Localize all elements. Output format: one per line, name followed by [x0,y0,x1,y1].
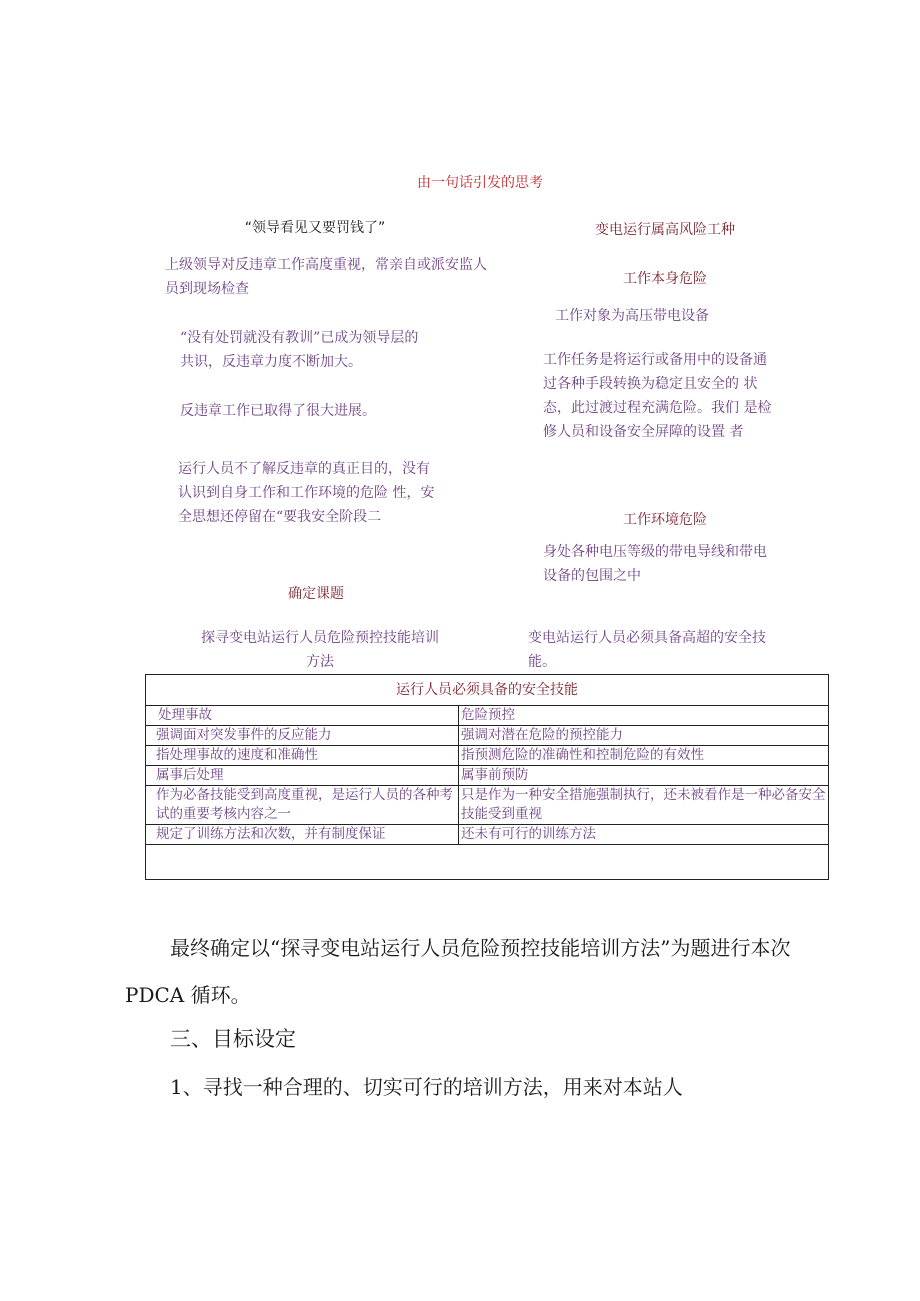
right-subheading-environment: 工作环境危险 [623,512,707,528]
table-cell: 指预测危险的准确性和控制危险的有效性 [459,746,829,766]
left-paragraph-1: 上级领导对反违章工作高度重视，常亲自或派安监人 员到现场检查 [165,257,487,297]
table-cell: 处理事故 [146,706,459,726]
table-cell: 指处理事故的速度和准确性 [146,746,459,766]
table-cell: 强调对潜在危险的预控能力 [459,726,829,746]
table-row [146,766,829,786]
left-paragraph-3: 反违章工作已取得了很大进展。 [180,403,376,419]
right-subheading-work: 工作本身危险 [623,271,707,287]
skills-table [145,674,829,880]
table-cell: 只是作为一种安全措施强制执行，还未被看作是一种必备安全技能受到重视 [459,786,829,825]
right-paragraph-1: 工作对象为高压带电设备 [555,308,709,324]
table-cell: 危险预控 [459,706,829,726]
table-row [146,825,829,845]
left-paragraph-2: “没有处罚就没有教训”已成为领导层的 共识，反违章力度不断加大。 [180,330,419,370]
conclusion-line-2: PDCA 循环。 [125,983,251,1007]
table-cell: 属事后处理 [146,766,459,786]
table-cell: 还未有可行的训练方法 [459,825,829,845]
left-paragraph-4: 运行人员不了解反违章的真正目的，没有 认识到自身工作和工作环境的危险 性，安 全思想还停留在“要我安全阶段二 [178,461,435,525]
left-heading: “领导看见又要罚钱了” [244,220,386,236]
table-row [146,706,829,726]
table-cell: 作为必备技能受到高度重视，是运行人员的各种考试的重要考核内容之一 [146,786,459,825]
table-cell: 规定了训练方法和次数，并有制度保证 [146,825,459,845]
right-heading: 变电运行属高风险工种 [595,222,735,238]
right-paragraph-3: 身处各种电压等级的带电导线和带电 设备的包围之中 [543,544,767,584]
goal-item-1: 1、寻找一种合理的、切实可行的培训方法，用来对本站人 [170,1075,683,1099]
page-title: 由一句话引发的思考 [417,175,543,191]
topic-heading: 确定课题 [288,586,344,602]
table-row [146,746,829,766]
table-cell: 强调面对突发事件的反应能力 [146,726,459,746]
table-header-row [146,675,829,706]
table-header: 运行人员必须具备的安全技能 [146,675,829,706]
table-empty-row [146,845,829,880]
table-cell: 属事前预防 [459,766,829,786]
table-row [146,726,829,746]
right-paragraph-2: 工作任务是将运行或备用中的设备通 过各种手段转换为稳定且安全的 状 态，此过渡过程充满危险。我们 是检 修人员和设备安全屏障的设置 者 [543,352,772,440]
table-row [146,786,829,825]
topic-left-text: 探寻变电站运行人员危险预控技能培训 方法 [201,630,439,670]
section-heading: 三、目标设定 [170,1027,296,1051]
conclusion-line-1: 最终确定以“探寻变电站运行人员危险预控技能培训方法”为题进行本次 [170,936,791,960]
topic-right-text: 变电站运行人员必须具备高超的安全技 能。 [528,630,766,670]
